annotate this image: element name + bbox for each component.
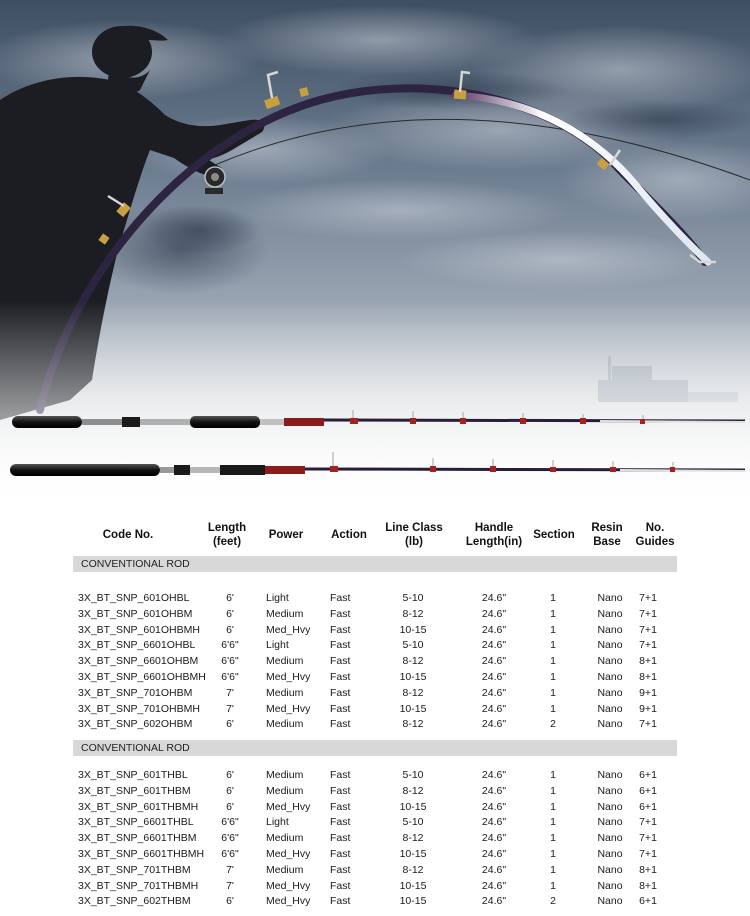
- header-power: Power: [268, 529, 304, 541]
- cell-resin-base: Nano: [597, 784, 623, 797]
- cell-action: Fast: [330, 671, 351, 683]
- cell-line-class: 5-10: [402, 592, 424, 604]
- cell-guides: 6+1: [639, 784, 657, 797]
- header-resin-base-line1: Resin: [591, 522, 623, 534]
- header-length-line2: (feet): [212, 536, 242, 548]
- header-resin-base-line2: Base: [593, 536, 621, 548]
- table-row: [0, 847, 750, 863]
- cell-guides: 7+1: [639, 848, 657, 860]
- cell-power: Med_Hvy: [266, 623, 311, 636]
- cell-handle-length: 24.6": [481, 895, 507, 908]
- cell-power: Medium: [266, 718, 304, 731]
- cell-action: Fast: [330, 592, 351, 604]
- cell-line-class: 8-12: [402, 784, 424, 797]
- cell-resin-base: Nano: [597, 800, 623, 813]
- cell-action: Fast: [330, 879, 351, 892]
- cell-guides: 6+1: [639, 769, 657, 781]
- cell-code: 3X_BT_SNP_601OHBMH: [78, 623, 200, 636]
- cell-power: Med_Hvy: [266, 800, 311, 813]
- cell-section: 1: [550, 639, 556, 652]
- cell-resin-base: Nano: [597, 639, 623, 652]
- cell-power: Medium: [266, 686, 304, 699]
- cell-handle-length: 24.6": [481, 702, 507, 715]
- cell-resin-base: Nano: [597, 671, 623, 683]
- table-row: [0, 702, 750, 718]
- cell-code: 3X_BT_SNP_701OHBM: [78, 686, 193, 699]
- cell-action: Fast: [330, 895, 351, 908]
- cell-code: 3X_BT_SNP_701THBMH: [78, 879, 199, 892]
- cell-guides: 9+1: [639, 686, 657, 699]
- cell-action: Fast: [330, 832, 351, 845]
- cell-line-class: 5-10: [402, 769, 424, 781]
- cell-handle-length: 24.6": [481, 671, 507, 683]
- cell-guides: 7+1: [639, 592, 657, 604]
- cell-code: 3X_BT_SNP_602OHBM: [78, 718, 193, 731]
- cell-action: Fast: [330, 686, 351, 699]
- cell-length: 6'6": [221, 655, 239, 668]
- cell-section: 1: [550, 879, 556, 892]
- cell-resin-base: Nano: [597, 879, 623, 892]
- cell-code: 3X_BT_SNP_601THBL: [78, 769, 188, 781]
- cell-resin-base: Nano: [597, 655, 623, 668]
- header-line-class-line1: Line Class: [385, 522, 443, 534]
- cell-power: Light: [266, 639, 289, 652]
- cell-action: Fast: [330, 816, 351, 829]
- cell-handle-length: 24.6": [481, 879, 507, 892]
- cell-length: 7': [226, 702, 234, 715]
- table-row: [0, 863, 750, 879]
- cell-handle-length: 24.6": [481, 832, 507, 845]
- cell-power: Light: [266, 592, 289, 604]
- spec-table: [0, 508, 750, 916]
- cell-line-class: 8-12: [402, 718, 424, 731]
- cell-power: Medium: [266, 784, 304, 797]
- cell-code: 3X_BT_SNP_601OHBL: [78, 592, 190, 604]
- cell-action: Fast: [330, 655, 351, 668]
- cell-section: 1: [550, 800, 556, 813]
- table-row: [0, 815, 750, 831]
- header-no-guides-line1: No.: [645, 522, 665, 534]
- cell-length: 6': [226, 800, 234, 813]
- cell-length: 6': [226, 607, 234, 620]
- cell-code: 3X_BT_SNP_6601OHBL: [78, 639, 196, 652]
- cell-handle-length: 24.6": [481, 816, 507, 829]
- cell-power: Med_Hvy: [266, 702, 311, 715]
- cell-action: Fast: [330, 848, 351, 860]
- cell-section: 1: [550, 816, 556, 829]
- cell-resin-base: Nano: [597, 863, 623, 876]
- cell-resin-base: Nano: [597, 769, 623, 781]
- cell-length: 6'6": [221, 832, 239, 845]
- cell-length: 7': [226, 879, 234, 892]
- cell-power: Medium: [266, 655, 304, 668]
- table-row: [0, 717, 750, 733]
- cell-line-class: 8-12: [402, 863, 424, 876]
- cell-section: 1: [550, 784, 556, 797]
- table-row: [0, 638, 750, 654]
- cell-handle-length: 24.6": [481, 607, 507, 620]
- table-row: [0, 686, 750, 702]
- cell-line-class: 10-15: [399, 623, 427, 636]
- cell-line-class: 10-15: [399, 848, 427, 860]
- cell-section: 1: [550, 832, 556, 845]
- cell-section: 1: [550, 848, 556, 860]
- cell-length: 6': [226, 895, 234, 908]
- cell-length: 6'6": [221, 671, 239, 683]
- cell-section: 1: [550, 623, 556, 636]
- cell-guides: 6+1: [639, 800, 657, 813]
- header-handle-length-line2: Length(in): [465, 536, 523, 548]
- cell-length: 6': [226, 769, 234, 781]
- cell-guides: 7+1: [639, 816, 657, 829]
- cell-handle-length: 24.6": [481, 769, 507, 781]
- cell-section: 2: [550, 718, 556, 731]
- cell-length: 6': [226, 592, 234, 604]
- table-row: [0, 831, 750, 847]
- cell-code: 3X_BT_SNP_6601THBMH: [78, 848, 205, 860]
- cell-line-class: 5-10: [402, 639, 424, 652]
- header-length-line1: Length: [207, 522, 247, 534]
- group-title-1: CONVENTIONAL ROD: [73, 556, 677, 572]
- cell-line-class: 10-15: [399, 895, 427, 908]
- cell-line-class: 8-12: [402, 655, 424, 668]
- table-row: [0, 768, 750, 784]
- cell-code: 3X_BT_SNP_602THBM: [78, 895, 191, 908]
- cell-resin-base: Nano: [597, 702, 623, 715]
- cell-resin-base: Nano: [597, 686, 623, 699]
- cell-line-class: 8-12: [402, 686, 424, 699]
- cell-section: 1: [550, 769, 556, 781]
- cell-line-class: 10-15: [399, 800, 427, 813]
- table-row: [0, 623, 750, 639]
- cell-resin-base: Nano: [597, 848, 623, 860]
- cell-line-class: 10-15: [399, 702, 427, 715]
- cell-length: 6'6": [221, 639, 239, 652]
- header-handle-length: [458, 521, 530, 549]
- cell-handle-length: 24.6": [481, 800, 507, 813]
- table-row: [0, 670, 750, 686]
- cell-code: 3X_BT_SNP_701THBM: [78, 863, 191, 876]
- cell-line-class: 10-15: [399, 879, 427, 892]
- cell-power: Med_Hvy: [266, 848, 311, 860]
- cell-code: 3X_BT_SNP_601OHBM: [78, 607, 193, 620]
- cell-length: 6'6": [221, 816, 239, 829]
- cell-section: 1: [550, 592, 556, 604]
- cell-power: Medium: [266, 607, 304, 620]
- cell-handle-length: 24.6": [481, 784, 507, 797]
- cell-length: 6': [226, 623, 234, 636]
- cell-action: Fast: [330, 784, 351, 797]
- cell-length: 6': [226, 784, 234, 797]
- header-line-class: [380, 521, 448, 549]
- header-no-guides-line2: Guides: [635, 536, 675, 548]
- table-row: [0, 879, 750, 895]
- header-section: Section: [533, 529, 575, 541]
- table-row: [0, 654, 750, 670]
- reel-icon: [205, 167, 225, 194]
- cell-action: Fast: [330, 800, 351, 813]
- cell-action: Fast: [330, 623, 351, 636]
- cell-action: Fast: [330, 863, 351, 876]
- cell-action: Fast: [330, 702, 351, 715]
- table-row: [0, 591, 750, 607]
- cell-resin-base: Nano: [597, 623, 623, 636]
- header-code-no: Code No.: [102, 529, 154, 541]
- cell-length: 6': [226, 718, 234, 731]
- cell-guides: 8+1: [639, 671, 657, 683]
- cell-section: 1: [550, 671, 556, 683]
- cell-power: Medium: [266, 769, 304, 781]
- cell-resin-base: Nano: [597, 718, 623, 731]
- cell-code: 3X_BT_SNP_6601THBM: [78, 832, 197, 845]
- table-row: [0, 784, 750, 800]
- cell-guides: 8+1: [639, 879, 657, 892]
- header-length: [196, 521, 258, 549]
- cell-action: Fast: [330, 607, 351, 620]
- cell-guides: 8+1: [639, 655, 657, 668]
- cell-guides: 6+1: [639, 895, 657, 908]
- header-resin-base: [584, 521, 630, 549]
- cell-section: 1: [550, 702, 556, 715]
- cell-power: Light: [266, 816, 289, 829]
- cell-action: Fast: [330, 718, 351, 731]
- cell-section: 1: [550, 607, 556, 620]
- cell-guides: 7+1: [639, 718, 657, 731]
- cell-length: 7': [226, 686, 234, 699]
- cell-handle-length: 24.6": [481, 686, 507, 699]
- cell-line-class: 5-10: [402, 816, 424, 829]
- cell-guides: 7+1: [639, 832, 657, 845]
- cell-power: Medium: [266, 863, 304, 876]
- cell-section: 1: [550, 863, 556, 876]
- header-line-class-line2: (lb): [405, 536, 423, 548]
- cell-handle-length: 24.6": [481, 639, 507, 652]
- table-row: [0, 800, 750, 816]
- group-title-2: CONVENTIONAL ROD: [73, 740, 677, 756]
- header-no-guides: [630, 521, 680, 549]
- table-row: [0, 607, 750, 623]
- cell-guides: 9+1: [639, 702, 657, 715]
- cell-action: Fast: [330, 639, 351, 652]
- cell-power: Med_Hvy: [266, 895, 311, 908]
- cell-handle-length: 24.6": [481, 592, 507, 604]
- cell-guides: 7+1: [639, 607, 657, 620]
- cell-line-class: 10-15: [399, 671, 427, 683]
- cell-guides: 8+1: [639, 863, 657, 876]
- cell-resin-base: Nano: [597, 895, 623, 908]
- cell-resin-base: Nano: [597, 832, 623, 845]
- cell-handle-length: 24.6": [481, 718, 507, 731]
- cell-handle-length: 24.6": [481, 655, 507, 668]
- cell-guides: 7+1: [639, 623, 657, 636]
- header-handle-length-line1: Handle: [474, 522, 514, 534]
- cell-section: 1: [550, 655, 556, 668]
- cell-handle-length: 24.6": [481, 863, 507, 876]
- cell-handle-length: 24.6": [481, 623, 507, 636]
- cell-code: 3X_BT_SNP_6601OHBMH: [78, 671, 206, 683]
- cell-section: 1: [550, 686, 556, 699]
- cell-resin-base: Nano: [597, 592, 623, 604]
- cell-line-class: 8-12: [402, 607, 424, 620]
- cell-power: Med_Hvy: [266, 671, 311, 683]
- cell-length: 6'6": [221, 848, 239, 860]
- cell-section: 2: [550, 895, 556, 908]
- cell-power: Med_Hvy: [266, 879, 311, 892]
- cell-code: 3X_BT_SNP_6601OHBM: [78, 655, 199, 668]
- cell-action: Fast: [330, 769, 351, 781]
- cell-code: 3X_BT_SNP_601THBM: [78, 784, 191, 797]
- table-row: [0, 894, 750, 910]
- cell-code: 3X_BT_SNP_601THBMH: [78, 800, 199, 813]
- cell-length: 7': [226, 863, 234, 876]
- cell-power: Medium: [266, 832, 304, 845]
- cell-resin-base: Nano: [597, 607, 623, 620]
- cell-code: 3X_BT_SNP_701OHBMH: [78, 702, 200, 715]
- cell-code: 3X_BT_SNP_6601THBL: [78, 816, 194, 829]
- cell-guides: 7+1: [639, 639, 657, 652]
- cell-line-class: 8-12: [402, 832, 424, 845]
- cell-handle-length: 24.6": [481, 848, 507, 860]
- header-action: Action: [331, 529, 367, 541]
- cell-resin-base: Nano: [597, 816, 623, 829]
